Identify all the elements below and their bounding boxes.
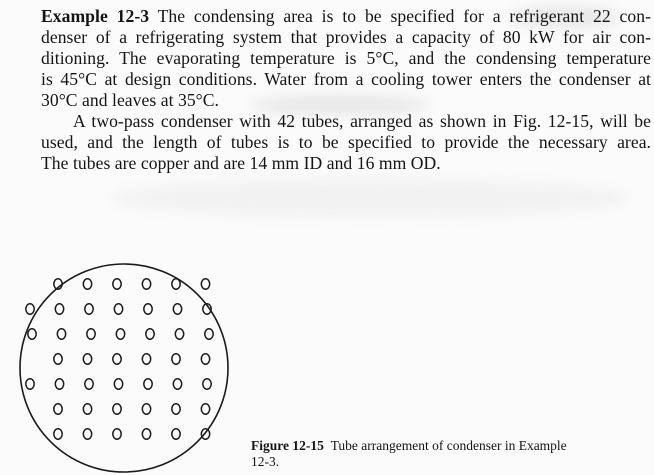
tube-arrangement-diagram (12, 263, 238, 473)
tube-grid (26, 279, 213, 439)
tube-circle (172, 429, 180, 439)
tube-circle (54, 429, 62, 439)
tube-circle (201, 354, 209, 364)
tube-circle (116, 329, 124, 339)
caption-text: Tube arrangement of condenser in Example (330, 438, 567, 453)
tube-circle (172, 279, 180, 289)
para1-line-5: 30°C and leaves at 35°C. (41, 90, 219, 110)
para1-line-2: denser of a refrigerating system that provides a capacity of 80 kW for air con- (41, 27, 651, 47)
figure-caption (251, 438, 631, 470)
tube-circle (201, 429, 209, 439)
tube-circle (142, 279, 150, 289)
tube-circle (173, 304, 181, 314)
tube-circle (175, 329, 183, 339)
tube-circle (201, 404, 209, 414)
tube-circle (28, 329, 36, 339)
tube-circle (26, 379, 34, 389)
para2-line-3: The tubes are copper and are 14 mm ID and 16 mm OD. (41, 153, 441, 173)
para1-line-4: is 45°C at design conditions. Water from a cooling tower enters the condenser at (41, 69, 651, 89)
tube-circle (203, 379, 211, 389)
tube-circle (83, 429, 91, 439)
tube-circle (142, 404, 150, 414)
para1-line-3: ditioning. The evaporating temperature is 5°C, and the condensing temperature (41, 48, 651, 68)
tube-circle (113, 429, 121, 439)
para1-line-1: Example 12-3 The condensing area is to be specified for a refrigerant 22 con- (41, 6, 651, 26)
tube-circle (114, 379, 122, 389)
example-label: Example 12-3 (41, 6, 150, 26)
tube-circle (26, 304, 34, 314)
tube-circle (201, 279, 209, 289)
para2-line-2: used, and the length of tubes is to be specified to provide the necessary area. (41, 132, 651, 152)
tube-circle (54, 404, 62, 414)
tube-circle (172, 354, 180, 364)
tube-circle (57, 329, 65, 339)
tube-circle (142, 429, 150, 439)
tube-circle (85, 379, 93, 389)
tube-circle (85, 304, 93, 314)
tube-circle (87, 329, 95, 339)
tube-circle (113, 404, 121, 414)
tube-circle (55, 304, 63, 314)
condenser-shell-circle (20, 264, 228, 472)
tube-circle (55, 379, 63, 389)
tube-circle (144, 379, 152, 389)
tube-circle (172, 404, 180, 414)
tube-circle (144, 304, 152, 314)
para2-line-1: A two-pass condenser with 42 tubes, arranged as shown in Fig. 12-15, will be (73, 111, 651, 131)
tube-circle (173, 379, 181, 389)
tube-circle (83, 279, 91, 289)
tube-circle (146, 329, 154, 339)
tube-circle (113, 279, 121, 289)
tube-circle (205, 329, 213, 339)
scan-smudge (110, 178, 630, 218)
figure-label: Figure 12-15 (251, 438, 324, 453)
example-text (41, 6, 651, 174)
caption-text-cont: 12-3. (251, 454, 280, 469)
tube-circle (114, 304, 122, 314)
tube-circle (142, 354, 150, 364)
tube-circle (54, 354, 62, 364)
tube-circle (83, 404, 91, 414)
tube-circle (83, 354, 91, 364)
tube-circle (113, 354, 121, 364)
